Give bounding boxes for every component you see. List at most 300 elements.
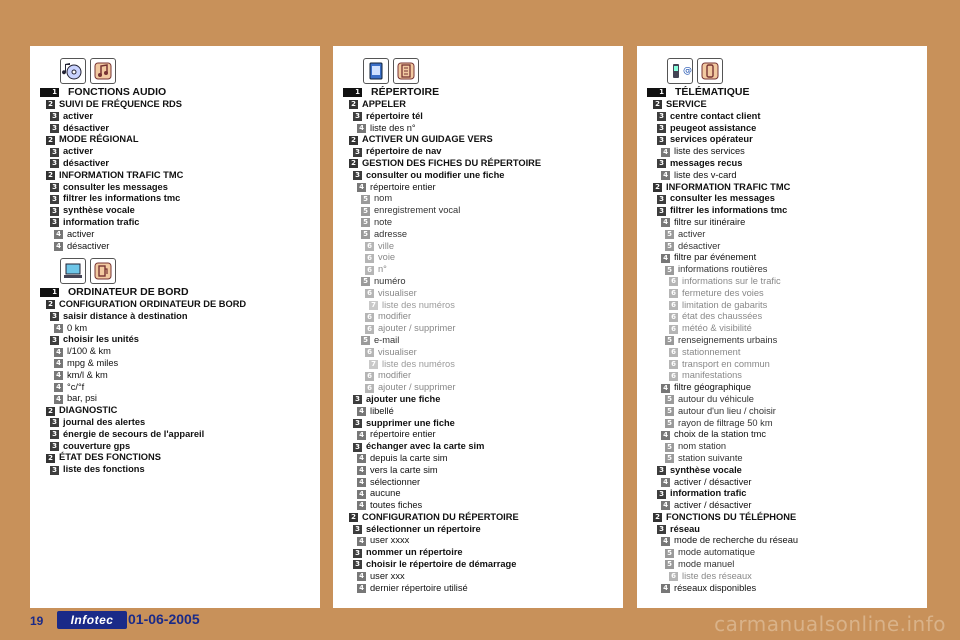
menu-item-label: GESTION DES FICHES DU RÉPERTOIRE — [362, 157, 542, 168]
panel-repertoire — [333, 46, 623, 608]
level-badge: 2 — [349, 159, 358, 168]
menu-item-label: numéro — [374, 275, 406, 286]
menu-item-level-5 — [333, 229, 623, 241]
level-badge: 1 — [40, 288, 59, 297]
menu-item-label: nom station — [678, 441, 727, 452]
menu-item-level-6 — [333, 323, 623, 335]
level-badge: 3 — [657, 112, 666, 121]
menu-item-level-3 — [30, 417, 320, 429]
menu-item-label: modifier — [378, 311, 412, 322]
menu-item-level-5 — [333, 276, 623, 288]
menu-item-level-2 — [30, 134, 320, 146]
menu-item-label: l/100 & km — [67, 346, 111, 357]
menu-item-level-3 — [637, 205, 927, 217]
menu-item-level-3 — [333, 418, 623, 430]
menu-item-label: services opérateur — [670, 134, 753, 145]
menu-item-level-6 — [637, 571, 927, 583]
menu-item-label: choisir les unités — [63, 334, 139, 345]
menu-item-level-4 — [637, 583, 927, 595]
menu-item-label: voie — [378, 252, 396, 263]
level-badge: 6 — [365, 372, 374, 381]
menu-item-level-4 — [30, 241, 320, 253]
level-badge: 6 — [365, 325, 374, 334]
level-badge: 5 — [665, 443, 674, 452]
panel-telematique — [637, 46, 927, 608]
level-badge: 5 — [665, 407, 674, 416]
menu-item-label: ajouter / supprimer — [378, 382, 456, 393]
menu-item-level-6 — [637, 323, 927, 335]
menu-item-label: filtrer les informations tmc — [670, 205, 788, 216]
menu-item-label: ajouter une fiche — [366, 393, 441, 404]
menu-item-label: TÉLÉMATIQUE — [675, 85, 750, 98]
menu-item-level-3 — [333, 441, 623, 453]
menu-item-level-3 — [30, 158, 320, 170]
menu-item-level-4 — [637, 170, 927, 182]
level-badge: 3 — [353, 560, 362, 569]
menu-item-label: liste des réseaux — [682, 570, 752, 581]
level-badge: 5 — [361, 207, 370, 216]
menu-item-label: choisir le répertoire de démarrage — [366, 559, 517, 570]
menu-item-label: désactiver — [63, 122, 109, 133]
level-badge: 2 — [46, 300, 55, 309]
menu-item-level-4 — [30, 393, 320, 405]
level-badge: 3 — [50, 124, 59, 133]
level-badge: 3 — [353, 443, 362, 452]
menu-item-label: filtre sur itinéraire — [674, 216, 746, 227]
level-badge: 5 — [665, 454, 674, 463]
menu-item-level-4 — [637, 500, 927, 512]
level-badge: 3 — [657, 466, 666, 475]
level-badge: 6 — [669, 348, 678, 357]
menu-item-label: filtrer les informations tmc — [63, 193, 181, 204]
level-badge: 5 — [361, 230, 370, 239]
menu-item-label: désactiver — [678, 240, 721, 251]
level-badge: 4 — [357, 407, 366, 416]
page-number: 19 — [30, 614, 44, 628]
menu-item-level-4 — [333, 182, 623, 194]
menu-item-label: autour du véhicule — [678, 393, 754, 404]
menu-item-label: MODE RÉGIONAL — [59, 134, 139, 145]
level-badge: 2 — [46, 407, 55, 416]
menu-item-level-3 — [637, 123, 927, 135]
level-badge: 3 — [657, 490, 666, 499]
menu-item-label: bar, psi — [67, 393, 97, 404]
menu-item-level-2 — [30, 170, 320, 182]
laptop-icon — [60, 258, 86, 284]
menu-item-label: énergie de secours de l'appareil — [63, 428, 205, 439]
menu-item-label: couverture gps — [63, 440, 131, 451]
level-badge: 4 — [54, 359, 63, 368]
level-badge: 3 — [50, 418, 59, 427]
menu-item-label: messages recus — [670, 157, 743, 168]
level-badge: 4 — [357, 537, 366, 546]
menu-item-label: note — [374, 216, 393, 227]
menu-item-label: e-mail — [374, 334, 400, 345]
level-badge: 4 — [54, 324, 63, 333]
menu-item-level-6 — [637, 300, 927, 312]
menu-item-label: mode automatique — [678, 547, 756, 558]
level-badge: 2 — [46, 454, 55, 463]
level-badge: 2 — [653, 513, 662, 522]
level-badge: 6 — [669, 301, 678, 310]
menu-item-level-6 — [333, 382, 623, 394]
menu-item-level-4 — [637, 146, 927, 158]
menu-item-level-5 — [637, 394, 927, 406]
level-badge: 4 — [357, 501, 366, 510]
level-badge: 5 — [665, 395, 674, 404]
menu-item-label: réseaux disponibles — [674, 582, 757, 593]
menu-item-level-5 — [637, 453, 927, 465]
menu-tree — [30, 286, 320, 476]
menu-item-level-3 — [30, 429, 320, 441]
menu-item-level-6 — [637, 370, 927, 382]
menu-item-level-3 — [30, 193, 320, 205]
level-badge: 6 — [669, 277, 678, 286]
level-badge: 4 — [357, 584, 366, 593]
menu-item-label: ACTIVER UN GUIDAGE VERS — [362, 134, 493, 145]
icon-group — [667, 58, 723, 84]
menu-item-level-5 — [637, 229, 927, 241]
level-badge: 5 — [665, 242, 674, 251]
menu-item-level-3 — [637, 158, 927, 170]
menu-item-level-3 — [637, 524, 927, 536]
menu-item-label: nommer un répertoire — [366, 547, 463, 558]
level-badge: 2 — [46, 100, 55, 109]
menu-item-label: choix de la station tmc — [674, 429, 766, 440]
level-badge: 2 — [349, 513, 358, 522]
menu-item-level-3 — [333, 394, 623, 406]
menu-item-label: mode de recherche du réseau — [674, 535, 799, 546]
menu-item-level-3 — [30, 311, 320, 323]
menu-item-label: transport en commun — [682, 358, 770, 369]
menu-item-level-2 — [637, 182, 927, 194]
menu-item-level-2 — [30, 452, 320, 464]
level-badge: 4 — [661, 501, 670, 510]
menu-item-label: ville — [378, 240, 395, 251]
menu-item-label: INFORMATION TRAFIC TMC — [666, 181, 791, 192]
menu-item-level-4 — [30, 229, 320, 241]
menu-item-level-4 — [333, 123, 623, 135]
menu-item-label: user xxxx — [370, 535, 410, 546]
level-badge: 3 — [657, 195, 666, 204]
menu-item-label: activer / désactiver — [674, 500, 752, 511]
level-badge: 3 — [353, 148, 362, 157]
level-badge: 5 — [665, 560, 674, 569]
menu-item-label: visualiser — [378, 287, 417, 298]
audio-cd-icon — [60, 58, 86, 84]
menu-item-level-3 — [637, 465, 927, 477]
level-badge: 2 — [349, 100, 358, 109]
level-badge: 3 — [50, 336, 59, 345]
menu-item-label: fermeture des voies — [682, 287, 764, 298]
menu-item-level-3 — [637, 193, 927, 205]
infotec-logo: Infotec — [57, 611, 127, 629]
menu-item-level-3 — [30, 464, 320, 476]
level-badge: 3 — [353, 171, 362, 180]
menu-item-label: information trafic — [63, 216, 140, 227]
level-badge: 2 — [653, 183, 662, 192]
level-badge: 6 — [669, 289, 678, 298]
menu-item-level-4 — [30, 323, 320, 335]
menu-item-level-5 — [637, 241, 927, 253]
menu-item-level-4 — [637, 382, 927, 394]
menu-item-level-3 — [637, 488, 927, 500]
menu-item-level-4 — [30, 382, 320, 394]
level-badge: 4 — [661, 384, 670, 393]
menu-item-label: filtre géographique — [674, 382, 752, 393]
menu-item-level-4 — [333, 465, 623, 477]
menu-item-level-2 — [333, 99, 623, 111]
menu-item-level-2 — [333, 134, 623, 146]
level-badge: 5 — [665, 336, 674, 345]
menu-item-label: sélectionner un répertoire — [366, 523, 481, 534]
menu-item-label: liste des numéros — [382, 299, 455, 310]
menu-item-level-6 — [333, 288, 623, 300]
menu-item-label: liste des v-card — [674, 169, 737, 180]
level-badge: 6 — [365, 266, 374, 275]
level-badge: 4 — [357, 431, 366, 440]
menu-item-label: APPELER — [362, 99, 406, 109]
menu-tree — [637, 86, 927, 594]
menu-item-label: répertoire tél — [366, 110, 423, 121]
menu-item-level-1 — [30, 86, 320, 99]
menu-item-label: synthèse vocale — [670, 464, 742, 475]
menu-item-label: consulter les messages — [670, 193, 775, 204]
level-badge: 5 — [665, 419, 674, 428]
menu-item-label: désactiver — [67, 240, 110, 251]
menu-item-label: liste des services — [674, 146, 745, 157]
menu-item-level-4 — [30, 346, 320, 358]
menu-item-level-2 — [30, 299, 320, 311]
menu-item-level-6 — [333, 264, 623, 276]
menu-item-level-5 — [637, 441, 927, 453]
level-badge: 4 — [661, 254, 670, 263]
menu-item-label: dernier répertoire utilisé — [370, 582, 468, 593]
menu-item-level-4 — [637, 535, 927, 547]
menu-item-level-5 — [333, 193, 623, 205]
menu-item-level-3 — [30, 123, 320, 135]
menu-item-level-3 — [30, 217, 320, 229]
menu-item-label: DIAGNOSTIC — [59, 405, 118, 416]
menu-item-label: échanger avec la carte sim — [366, 441, 485, 452]
menu-item-label: INFORMATION TRAFIC TMC — [59, 169, 184, 180]
level-badge: 6 — [669, 313, 678, 322]
level-badge: 5 — [361, 218, 370, 227]
menu-item-level-4 — [333, 477, 623, 489]
level-badge: 2 — [349, 136, 358, 145]
menu-item-level-3 — [30, 146, 320, 158]
level-badge: 4 — [357, 466, 366, 475]
menu-item-label: répertoire entier — [370, 181, 436, 192]
menu-item-level-5 — [333, 217, 623, 229]
menu-item-label: météo & visibilité — [682, 323, 752, 334]
level-badge: 4 — [54, 395, 63, 404]
menu-item-label: liste des fonctions — [63, 464, 145, 475]
level-badge: 3 — [50, 430, 59, 439]
level-badge: 4 — [54, 383, 63, 392]
level-badge: 4 — [54, 348, 63, 357]
level-badge: 2 — [46, 171, 55, 180]
level-badge: 4 — [54, 371, 63, 380]
menu-item-label: renseignements urbains — [678, 334, 778, 345]
notebook-icon — [393, 58, 419, 84]
level-badge: 4 — [54, 242, 63, 251]
menu-item-label: enregistrement vocal — [374, 205, 461, 216]
menu-item-label: information trafic — [670, 488, 747, 499]
level-badge: 3 — [353, 395, 362, 404]
panel-audio — [30, 46, 320, 608]
level-badge: 4 — [661, 148, 670, 157]
menu-item-label: informations routières — [678, 264, 768, 275]
menu-item-label: activer — [63, 110, 93, 121]
phone-icon — [697, 58, 723, 84]
menu-item-level-6 — [637, 347, 927, 359]
menu-item-label: user xxx — [370, 570, 405, 581]
menu-item-level-4 — [333, 406, 623, 418]
icon-group — [60, 58, 116, 84]
menu-item-label: filtre par événement — [674, 252, 757, 263]
menu-item-label: désactiver — [63, 157, 109, 168]
menu-item-level-4 — [637, 477, 927, 489]
level-badge: 4 — [357, 490, 366, 499]
menu-item-label: mpg & miles — [67, 357, 119, 368]
menu-item-label: n° — [378, 264, 387, 275]
menu-item-label: activer — [63, 146, 93, 157]
menu-item-label: état des chaussées — [682, 311, 763, 322]
level-badge: 3 — [50, 442, 59, 451]
menu-item-label: autour d'un lieu / choisir — [678, 405, 776, 416]
menu-item-level-4 — [637, 429, 927, 441]
level-badge: 4 — [357, 183, 366, 192]
menu-item-label: activer / désactiver — [674, 476, 752, 487]
menu-item-label: adresse — [374, 228, 408, 239]
menu-item-label: depuis la carte sim — [370, 452, 448, 463]
menu-item-label: supprimer une fiche — [366, 417, 455, 428]
menu-item-label: synthèse vocale — [63, 205, 135, 216]
menu-tree — [333, 86, 623, 594]
watermark: carmanualsonline.info — [714, 612, 946, 636]
level-badge: 6 — [365, 242, 374, 251]
menu-item-label: liste des n° — [370, 122, 416, 133]
menu-item-level-7 — [333, 359, 623, 371]
level-badge: 3 — [50, 183, 59, 192]
menu-item-level-4 — [333, 500, 623, 512]
level-badge: 6 — [365, 348, 374, 357]
level-badge: 2 — [46, 136, 55, 145]
menu-item-level-5 — [333, 205, 623, 217]
menu-item-level-3 — [333, 524, 623, 536]
menu-item-label: peugeot assistance — [670, 122, 757, 133]
menu-item-label: informations sur le trafic — [682, 275, 781, 286]
address-book-icon — [363, 58, 389, 84]
level-badge: 3 — [50, 148, 59, 157]
menu-item-level-1 — [333, 86, 623, 99]
level-badge: 6 — [669, 372, 678, 381]
menu-tree — [30, 86, 320, 252]
menu-item-label: SUIVI DE FRÉQUENCE RDS — [59, 99, 182, 109]
menu-item-label: libellé — [370, 405, 394, 416]
menu-item-level-5 — [637, 547, 927, 559]
menu-item-level-6 — [333, 370, 623, 382]
level-badge: 6 — [669, 360, 678, 369]
level-badge: 3 — [353, 419, 362, 428]
level-badge: 2 — [653, 100, 662, 109]
menu-item-level-3 — [333, 111, 623, 123]
menu-item-level-2 — [637, 99, 927, 111]
menu-item-level-3 — [637, 134, 927, 146]
level-badge: 3 — [657, 136, 666, 145]
level-badge: 4 — [661, 431, 670, 440]
menu-item-label: ajouter / supprimer — [378, 323, 456, 334]
svg-text:@: @ — [683, 66, 692, 76]
level-badge: 4 — [661, 171, 670, 180]
menu-item-level-3 — [637, 111, 927, 123]
menu-item-level-3 — [30, 111, 320, 123]
menu-item-label: °c/°f — [67, 381, 85, 392]
menu-item-level-2 — [637, 512, 927, 524]
menu-item-level-3 — [333, 146, 623, 158]
level-badge: 7 — [369, 360, 378, 369]
menu-item-level-3 — [30, 334, 320, 346]
menu-item-level-4 — [333, 429, 623, 441]
level-badge: 4 — [661, 218, 670, 227]
menu-item-label: SERVICE — [666, 99, 707, 109]
menu-item-label: saisir distance à destination — [63, 310, 188, 321]
level-badge: 6 — [365, 289, 374, 298]
level-badge: 3 — [50, 207, 59, 216]
level-badge: 1 — [647, 88, 666, 97]
level-badge: 4 — [661, 478, 670, 487]
menu-item-level-3 — [333, 559, 623, 571]
level-badge: 4 — [357, 478, 366, 487]
menu-item-level-6 — [637, 359, 927, 371]
menu-item-label: CONFIGURATION ORDINATEUR DE BORD — [59, 299, 247, 309]
menu-item-label: consulter ou modifier une fiche — [366, 169, 505, 180]
menu-item-level-7 — [333, 300, 623, 312]
menu-item-level-5 — [637, 335, 927, 347]
level-badge: 6 — [365, 313, 374, 322]
menu-item-level-3 — [333, 547, 623, 559]
level-badge: 3 — [657, 525, 666, 534]
level-badge: 3 — [657, 159, 666, 168]
level-badge: 6 — [669, 572, 678, 581]
menu-item-label: activer — [67, 228, 95, 239]
menu-item-label: ORDINATEUR DE BORD — [68, 285, 189, 298]
menu-item-label: centre contact client — [670, 110, 761, 121]
menu-item-label: nom — [374, 193, 393, 204]
level-badge: 3 — [50, 195, 59, 204]
menu-item-label: 0 km — [67, 322, 88, 333]
menu-item-label: mode manuel — [678, 559, 735, 570]
icon-group — [363, 58, 419, 84]
menu-item-level-4 — [637, 252, 927, 264]
menu-item-level-6 — [333, 347, 623, 359]
level-badge: 1 — [40, 88, 59, 97]
level-badge: 5 — [665, 230, 674, 239]
menu-item-level-4 — [333, 571, 623, 583]
level-badge: 6 — [669, 325, 678, 334]
level-badge: 5 — [361, 336, 370, 345]
menu-item-level-4 — [30, 370, 320, 382]
menu-item-level-2 — [333, 158, 623, 170]
menu-item-label: visualiser — [378, 346, 417, 357]
menu-item-level-3 — [30, 441, 320, 453]
menu-item-label: RÉPERTOIRE — [371, 85, 440, 98]
level-badge: 3 — [50, 112, 59, 121]
menu-item-label: activer — [678, 228, 706, 239]
menu-item-level-4 — [333, 583, 623, 595]
menu-item-label: sélectionner — [370, 476, 421, 487]
